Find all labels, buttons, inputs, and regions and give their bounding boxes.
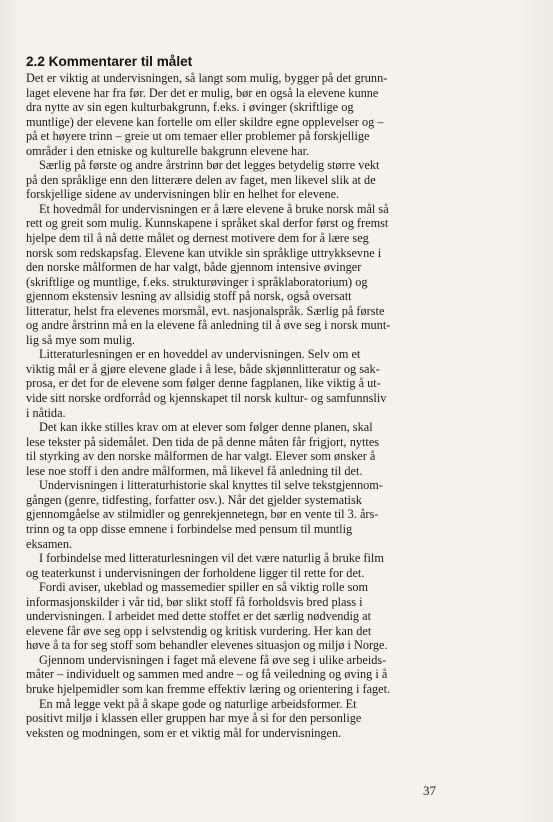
text-line: veksten og modningen, som er et viktig mål for undervisningen. xyxy=(26,725,342,740)
text-line: positivt miljø i klassen eller gruppen har mye å si for den personlige xyxy=(26,711,362,726)
text-line: høve å ta for seg stoff som behandler elevenes situasjon og miljø i Norge. xyxy=(26,638,388,653)
text-line: Litteraturlesningen er en hoveddel av undervisningen. Selv om et xyxy=(39,347,361,362)
text-line: i nåtida. xyxy=(26,405,66,420)
text-line: til styrking av den norske målformen de har valgt. Elever som ønsker å xyxy=(26,449,376,464)
paragraph xyxy=(26,653,440,697)
text-line: (skriftlige og muntlige, f.eks. strukturøvinger i språklaboratorium) og xyxy=(26,274,368,289)
text-line: Fordi aviser, ukeblad og massemedier spiller en så viktig rolle som xyxy=(39,580,369,595)
paragraph xyxy=(26,202,440,347)
text-line: prosa, er det for de elevene som følger denne fagplanen, like viktig å ut- xyxy=(26,376,381,391)
paragraph xyxy=(26,697,440,741)
text-line: Undervisningen i litteraturhistorie skal knyttes til selve tekstgjennom- xyxy=(39,478,383,493)
paragraph xyxy=(26,71,440,158)
body-text xyxy=(26,53,440,740)
section-heading: 2.2 Kommentarer til målet xyxy=(26,54,193,69)
text-line: rett og greit som mulig. Kunnskapene i språket skal derfor først og fremst xyxy=(26,216,389,231)
text-line: Et hovedmål for undervisningen er å lære elevene å bruke norsk mål så xyxy=(39,201,389,216)
text-line: vide sitt norske ordforråd og kjennskapet til norsk kultur- og samfunnsliv xyxy=(26,391,387,406)
text-line: En må legge vekt på å skape gode og naturlige arbeidsformer. Et xyxy=(39,696,357,711)
paragraph xyxy=(26,158,440,202)
text-line: den norske målformen de har valgt, både gjennom intensive øvinger xyxy=(26,260,362,275)
text-line: I forbindelse med litteraturlesningen vil det være naturlig å bruke film xyxy=(39,551,384,566)
paragraph xyxy=(26,580,440,653)
text-line: gjennom ekstensiv lesning av allsidig stoff på norsk, også oversatt xyxy=(26,289,352,304)
text-line: viktig mål er å gjøre elevene glade i å lese, både skjønnlitteratur og sak- xyxy=(26,361,380,376)
text-line: lese tekster på sidemålet. Den tida de på denne måten får frigjort, nyttes xyxy=(26,434,380,449)
paragraph xyxy=(26,551,440,580)
paragraph xyxy=(26,347,440,420)
text-line: undervisningen. I arbeidet med dette stoffet er det særlig nødvendig at xyxy=(26,609,372,624)
paragraph xyxy=(26,478,440,551)
text-line: og teaterkunst i undervisningen der forholdene ligger til rette for det. xyxy=(26,565,365,580)
text-line: gjennomgåelse av stilmidler og genrekjennetegn, bør en vente til 3. års- xyxy=(26,507,379,522)
text-line: måter – individuelt og sammen med andre – og få veiledning og øving i å xyxy=(26,667,388,682)
paragraph-container xyxy=(26,71,440,740)
text-line: norsk som redskapsfag. Elevene kan utvikle sin språklige uttrykksevne i xyxy=(26,245,382,260)
text-line: litteratur, helst fra elevenes morsmål, evt. nasjonalspråk. Særlig på første xyxy=(26,303,385,318)
text-line: bruke hjelpemidler som kan fremme effektiv læring og orientering i faget. xyxy=(26,681,391,696)
text-line: Det er viktig at undervisningen, så langt som mulig, bygger på det grunn- xyxy=(26,71,388,85)
text-line: lig så mye som mulig. xyxy=(26,332,135,347)
text-line: og andre årstrinn må en la elevene få anledning til å øve seg i norsk munt- xyxy=(26,318,391,333)
text-line: informasjonskilder i vår tid, bør slikt stoff få forholdsvis bred plass i xyxy=(26,594,363,609)
text-line: Gjennom undervisningen i faget må elevene få øve seg i ulike arbeids- xyxy=(39,652,387,667)
text-line: eksamen. xyxy=(26,536,73,551)
text-line: områder i den etniske og kulturelle bakgrunn elevene har. xyxy=(26,143,310,158)
text-line: trinn og ta opp disse emnene i forbindelse med pensum til muntlig xyxy=(26,521,353,536)
text-line: elevene får øve seg opp i selvstendig og kritisk vurdering. Her kan det xyxy=(26,623,372,638)
page-number: 37 xyxy=(423,783,436,798)
text-line: muntlige) der elevene kan fortelle om eller skildre egne opplevelser og – xyxy=(26,114,384,129)
text-line: forskjellige sidene av undervisningen blir en helhet for elevene. xyxy=(26,187,340,202)
text-line: Særlig på første og andre årstrinn bør det legges betydelig større vekt xyxy=(39,158,380,173)
text-line: Det kan ikke stilles krav om at elever som følger denne planen, skal xyxy=(39,420,373,435)
text-line: på et høyere trinn – greie ut om temaer eller problemer på forskjellige xyxy=(26,129,370,144)
text-line: gången (genre, tidfesting, forfatter osv.). Når det gjelder systematisk xyxy=(26,492,362,507)
text-line: laget elevene har fra før. Der det er mulig, bør en også la elevene kunne xyxy=(26,85,379,100)
text-line: hjelpe dem til å nå dette målet og dernest motivere dem for å lære seg xyxy=(26,231,369,246)
paragraph xyxy=(26,420,440,478)
text-line: lese noe stoff i den andre målformen, må likevel få anledning til det. xyxy=(26,463,363,478)
text-line: dra nytte av sin egen kulturbakgrunn, f.eks. i øvinger (skriftlige og xyxy=(26,100,354,115)
text-line: på den språklige enn den litterære delen av faget, men likevel slik at de xyxy=(26,172,376,187)
